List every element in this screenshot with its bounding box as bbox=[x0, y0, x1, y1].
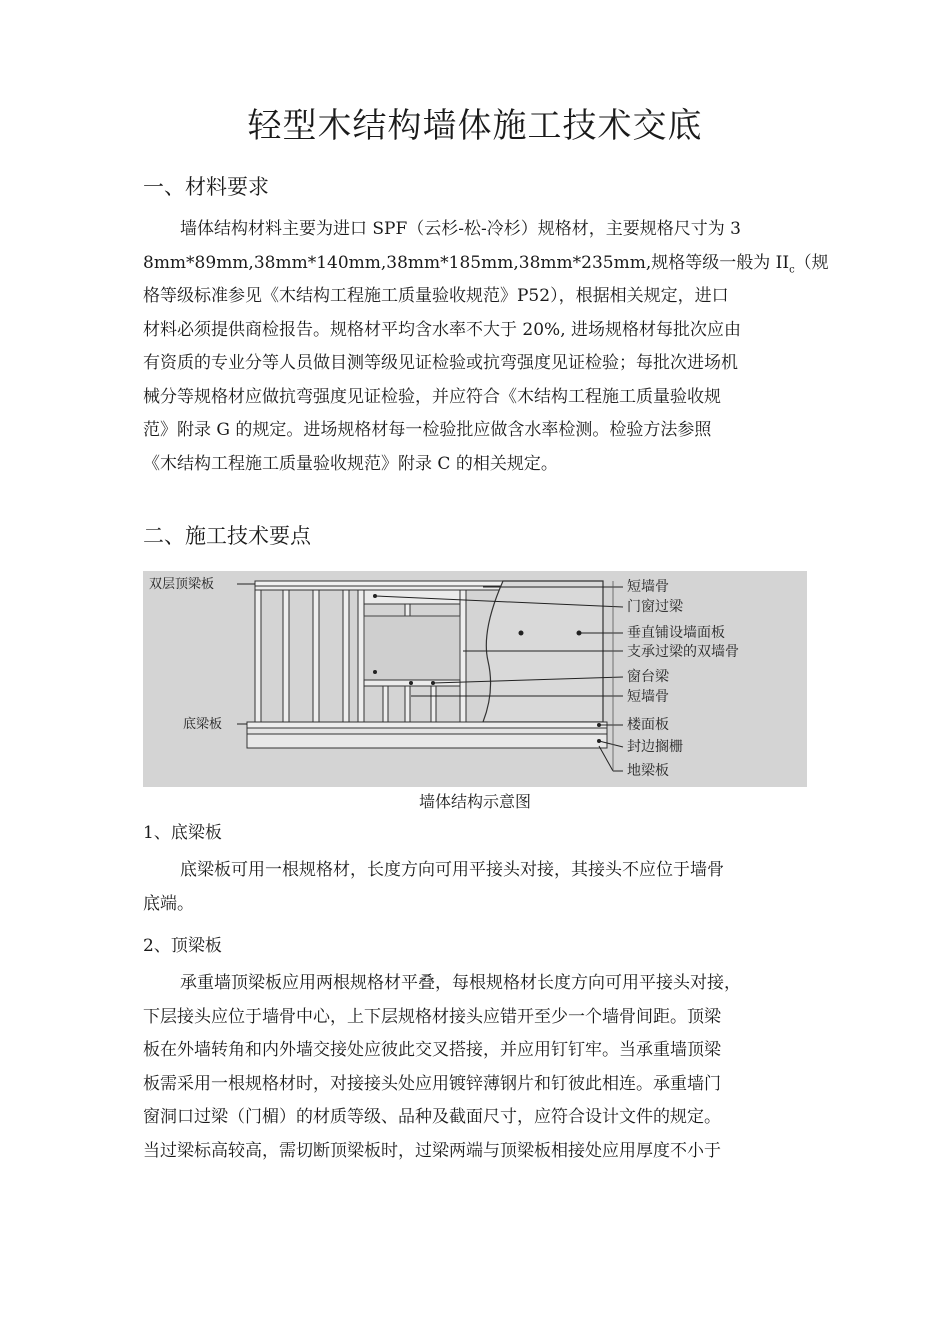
paragraph-line: 当过梁标高较高，需切断顶梁板时，过梁两端与顶梁板相接处应用厚度不小于 bbox=[143, 1140, 721, 1161]
paragraph-line: 下层接头应位于墙骨中心，上下层规格材接头应错开至少一个墙骨间距。顶梁 bbox=[143, 1006, 721, 1027]
paragraph-line-text: 8mm*89mm,38mm*140mm,38mm*185mm,38mm*235mm,规格等级一般为 II bbox=[143, 252, 790, 273]
figure-caption: 墙体结构示意图 bbox=[418, 792, 531, 811]
paragraph-line: 范》附录 G 的规定。进场规格材每一检验批应做含水率检测。检验方法参照 bbox=[143, 420, 712, 440]
paragraph-line: 械分等规格材应做抗弯强度见证检验，并应符合《木结构工程施工质量验收规 bbox=[143, 386, 721, 407]
paragraph-line: 有资质的专业分等人员做目测等级见证检验或抗弯强度见证检验；每批次进场机 bbox=[143, 353, 738, 373]
label-cripple-stud-bottom: 短墙骨 bbox=[627, 689, 669, 705]
wall-structure-figure bbox=[143, 571, 807, 787]
item-heading-bottom-plate: 1、底梁板 bbox=[143, 823, 222, 843]
label-cripple-stud-top: 短墙骨 bbox=[627, 579, 669, 595]
label-rim-joist: 封边搁栅 bbox=[627, 739, 683, 755]
paragraph-line bbox=[143, 247, 829, 281]
paragraph-line: 板需采用一根规格材时，对接接头处应用镀锌薄钢片和钉彼此相连。承重墙门 bbox=[143, 1073, 721, 1094]
section-heading-materials: 一、材料要求 bbox=[143, 175, 269, 199]
section-heading-construction: 二、施工技术要点 bbox=[143, 524, 311, 548]
wall-structure-diagram bbox=[143, 571, 807, 787]
paragraph-line: 承重墙顶梁板应用两根规格材平叠，每根规格材长度方向可用平接头对接， bbox=[180, 973, 741, 993]
label-header: 门窗过梁 bbox=[627, 599, 683, 615]
paragraph-line: 窗洞口过梁（门楣）的材质等级、品种及截面尺寸，应符合设计文件的规定。 bbox=[143, 1107, 721, 1127]
label-window-sill: 窗台梁 bbox=[627, 669, 669, 685]
paragraph-line: 材料必须提供商检报告。规格材平均含水率不大于 20%, 进场规格材每批次应由 bbox=[143, 319, 741, 340]
paragraph-line: 《木结构工程施工质量验收规范》附录 C 的相关规定。 bbox=[143, 453, 558, 474]
bottom-plate-paragraph bbox=[143, 854, 811, 921]
label-bottom-plate: 底梁板 bbox=[183, 717, 223, 732]
document-title: 轻型木结构墙体施工技术交底 bbox=[247, 106, 703, 146]
label-double-jack-stud: 支承过梁的双墙骨 bbox=[627, 644, 739, 660]
materials-paragraph bbox=[143, 213, 829, 481]
item-heading-top-plate: 2、顶梁板 bbox=[143, 936, 222, 956]
paragraph-line: 底端。 bbox=[143, 893, 194, 914]
paragraph-line-tail: （规 bbox=[794, 252, 829, 273]
paragraph-line: 格等级标准参见《木结构工程施工质量验收规范》P52），根据相关规定，进口 bbox=[143, 286, 729, 306]
label-vertical-sheathing: 垂直铺设墙面板 bbox=[627, 625, 725, 641]
label-sill-plate: 地梁板 bbox=[627, 763, 669, 779]
paragraph-line: 板在外墙转角和内外墙交接处应彼此交叉搭接，并应用钉钉牢。当承重墙顶梁 bbox=[143, 1040, 721, 1060]
grade-subscript: c bbox=[789, 263, 795, 275]
label-double-top-plate: 双层顶梁板 bbox=[149, 577, 215, 592]
label-floor-sheathing: 楼面板 bbox=[627, 717, 669, 733]
paragraph-line: 底梁板可用一根规格材，长度方向可用平接头对接，其接头不应位于墙骨 bbox=[180, 860, 724, 880]
top-plate-paragraph bbox=[143, 967, 811, 1168]
paragraph-line: 墙体结构材料主要为进口 SPF（云杉-松-冷杉）规格材，主要规格尺寸为 3 bbox=[180, 219, 741, 239]
